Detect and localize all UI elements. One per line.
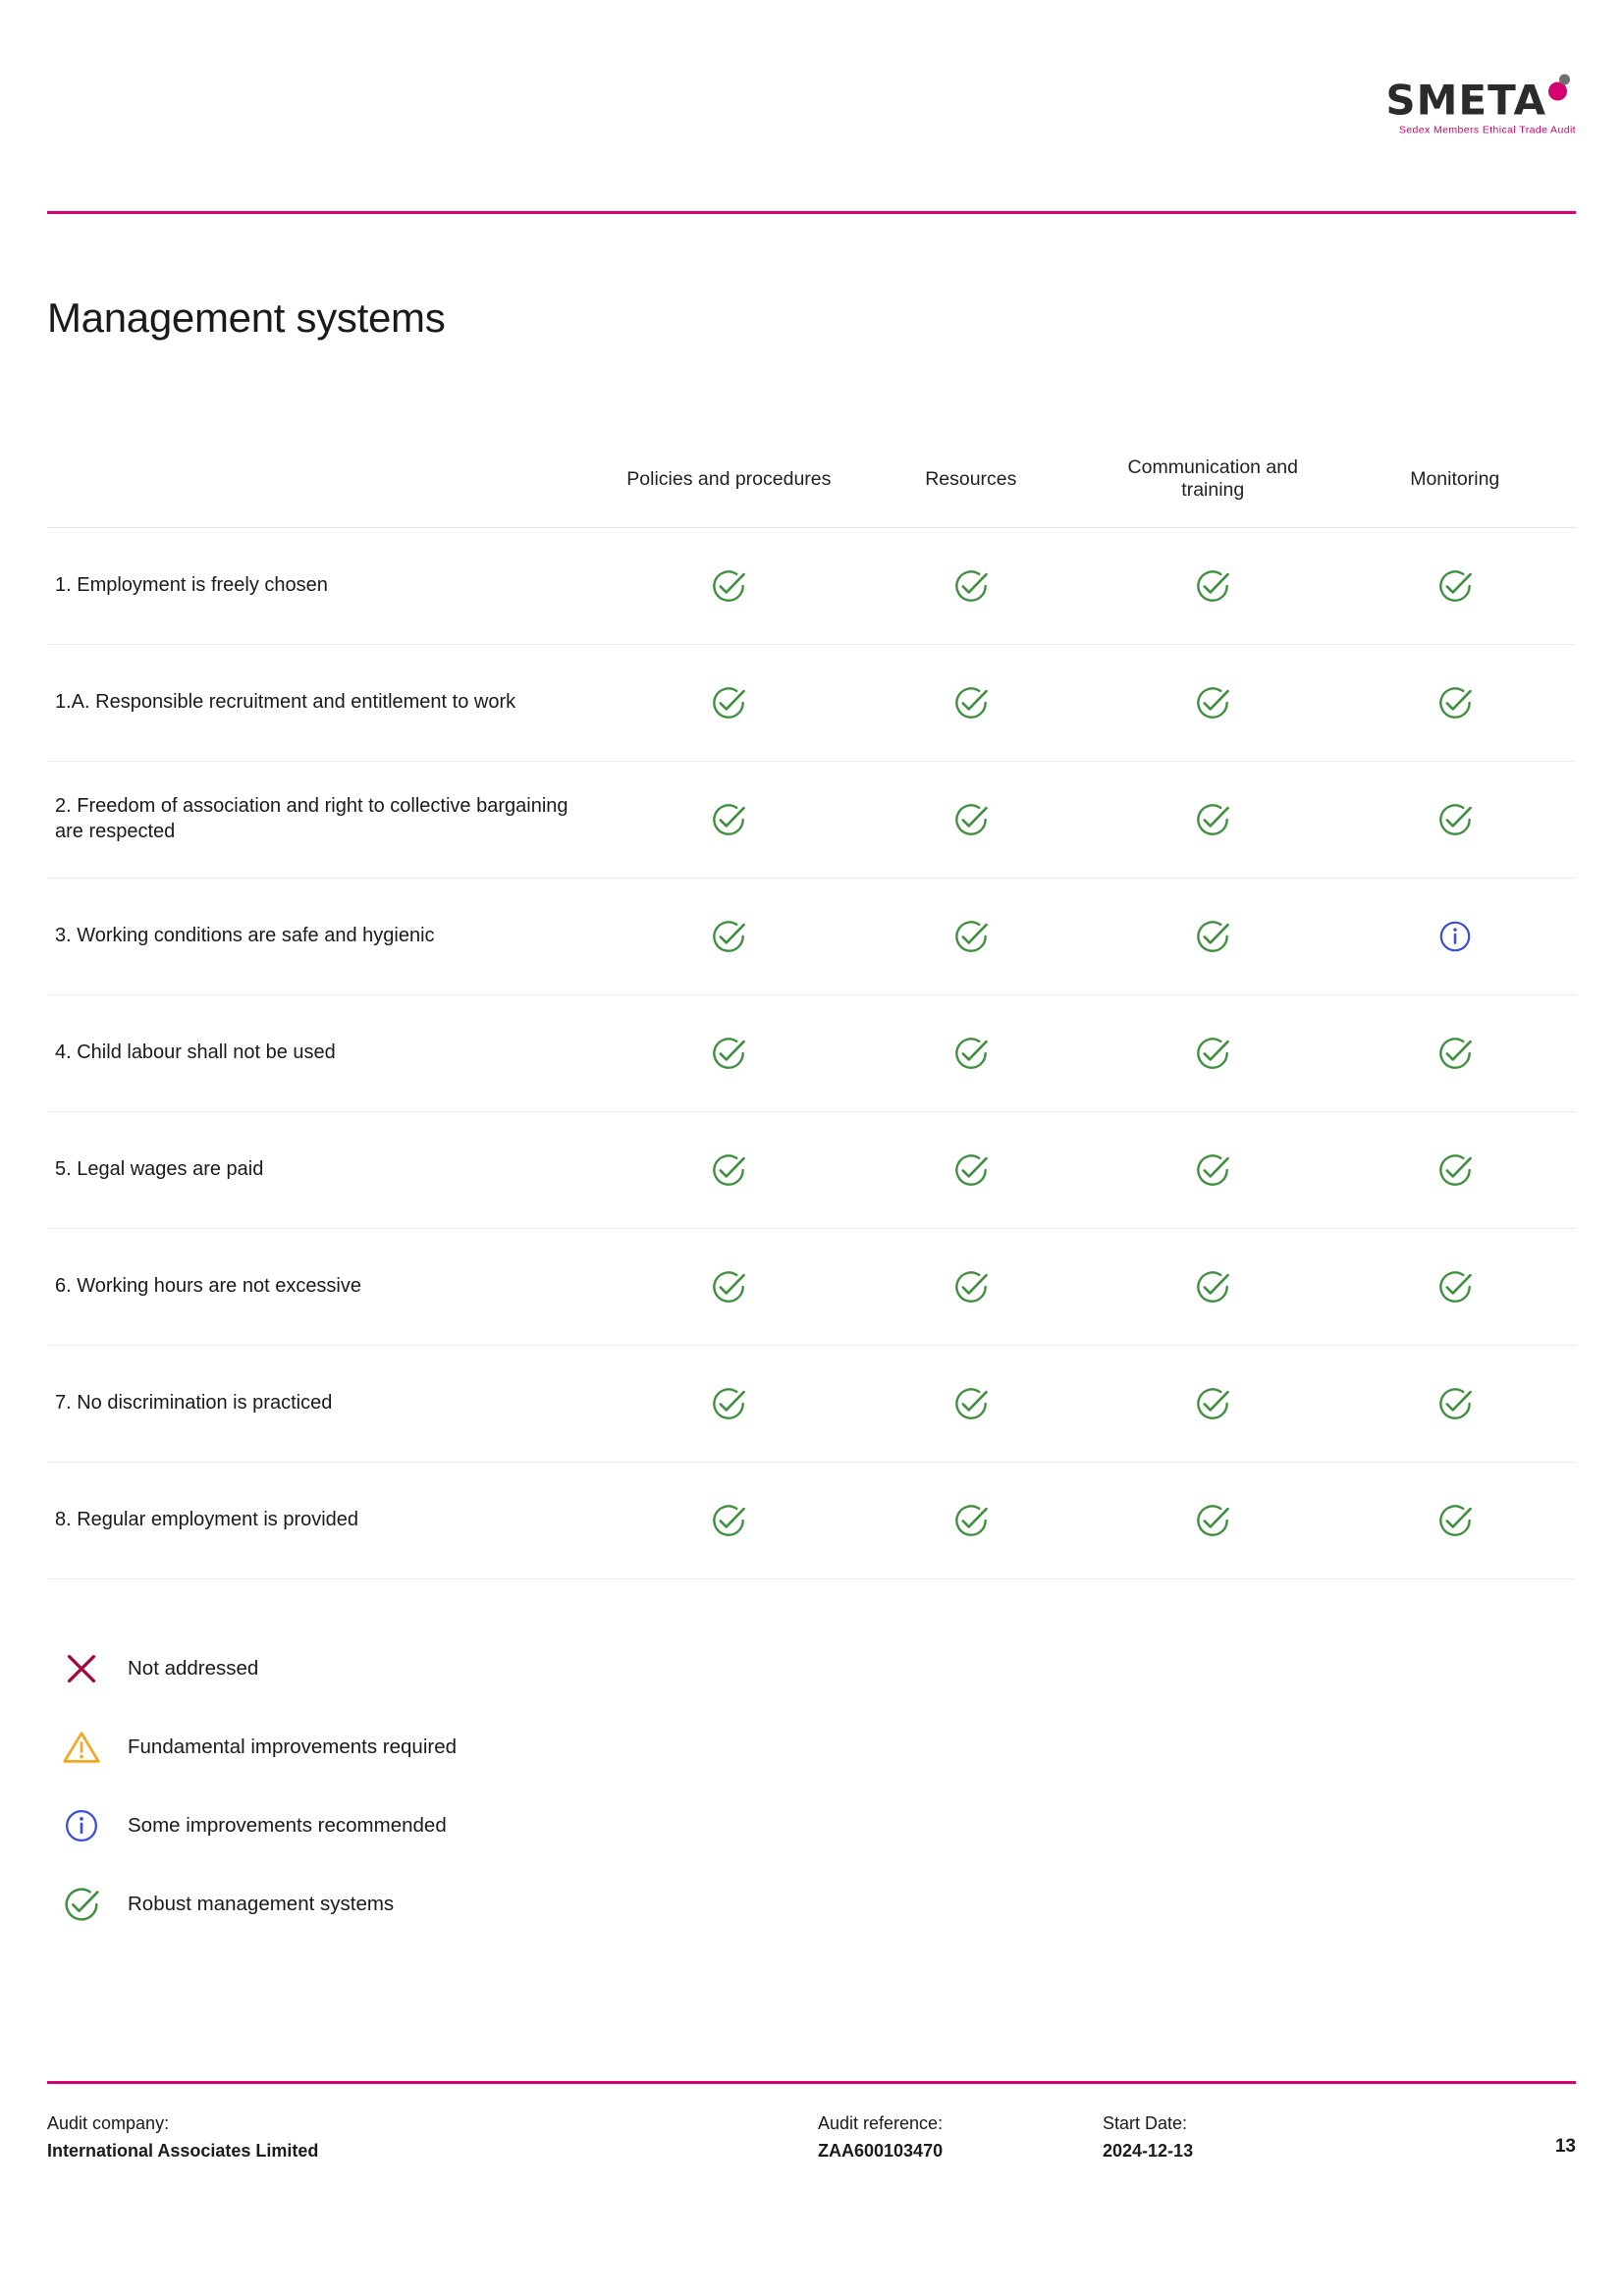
footer-audit-reference-value: ZAA600103470 <box>818 2140 944 2161</box>
robust-check-icon <box>1434 1382 1477 1425</box>
robust-check-icon <box>1434 1265 1477 1308</box>
rating-cell <box>1092 528 1333 645</box>
footer-audit-company-value: International Associates Limited <box>47 2140 319 2161</box>
rating-cell <box>850 645 1092 762</box>
row-label: 1.A. Responsible recruitment and entitlement to work <box>47 645 608 762</box>
row-label: 8. Regular employment is provided <box>47 1463 608 1579</box>
rating-cell <box>608 1112 849 1229</box>
legend-item <box>59 1629 457 1708</box>
rating-cell <box>608 1229 849 1346</box>
robust-check-icon <box>1434 564 1477 608</box>
footer-audit-reference <box>818 2110 943 2165</box>
robust-check-icon <box>707 681 750 724</box>
legend <box>59 1629 457 1944</box>
table-row <box>47 528 1576 645</box>
rating-cell <box>1092 1463 1333 1579</box>
robust-check-icon <box>949 915 993 958</box>
info-circle-icon <box>1434 915 1477 958</box>
rating-cell <box>850 762 1092 879</box>
footer-start-date-value: 2024-12-13 <box>1103 2140 1194 2161</box>
rating-cell <box>1334 1463 1577 1579</box>
column-header-communication: Communication and training <box>1092 447 1333 528</box>
legend-label: Fundamental improvements required <box>128 1735 457 1758</box>
robust-check-icon <box>707 1499 750 1542</box>
rating-cell <box>1092 995 1333 1112</box>
rating-cell <box>850 1112 1092 1229</box>
rating-cell <box>1334 1229 1577 1346</box>
rating-cell <box>1092 1346 1333 1463</box>
rating-cell <box>1092 762 1333 879</box>
rating-cell <box>608 1463 849 1579</box>
smeta-logo <box>1385 76 1576 136</box>
legend-robust-check-icon <box>59 1882 112 1927</box>
legend-item <box>59 1865 457 1944</box>
robust-check-icon <box>949 1499 993 1542</box>
rating-cell <box>850 1463 1092 1579</box>
robust-check-icon <box>1191 1499 1234 1542</box>
column-header-resources: Resources <box>850 447 1092 528</box>
robust-check-icon <box>1191 1382 1234 1425</box>
rating-cell <box>1092 879 1333 995</box>
robust-check-icon <box>1434 1148 1477 1192</box>
robust-check-icon <box>707 1382 750 1425</box>
rating-cell <box>850 1229 1092 1346</box>
footer-audit-reference-label: Audit reference: <box>818 2113 944 2133</box>
table-row <box>47 1112 1576 1229</box>
rating-cell <box>850 995 1092 1112</box>
rating-cell <box>1092 645 1333 762</box>
robust-check-icon <box>949 1382 993 1425</box>
table-row <box>47 645 1576 762</box>
robust-check-icon <box>1191 1032 1234 1075</box>
table-row <box>47 1229 1576 1346</box>
footer-audit-company <box>47 2110 318 2165</box>
robust-check-icon <box>949 681 993 724</box>
robust-check-icon <box>1434 681 1477 724</box>
rating-cell <box>1334 762 1577 879</box>
robust-check-icon <box>1191 564 1234 608</box>
rating-cell <box>1092 1112 1333 1229</box>
robust-check-icon <box>1191 798 1234 841</box>
row-label: 7. No discrimination is practiced <box>47 1346 608 1463</box>
rating-cell <box>850 528 1092 645</box>
table-row <box>47 1463 1576 1579</box>
rating-cell <box>1334 1112 1577 1229</box>
rating-cell <box>850 1346 1092 1463</box>
robust-check-icon <box>1434 798 1477 841</box>
row-label: 3. Working conditions are safe and hygienic <box>47 879 608 995</box>
footer-start-date-label: Start Date: <box>1103 2113 1188 2133</box>
footer-divider <box>47 2081 1576 2084</box>
robust-check-icon <box>1191 1148 1234 1192</box>
rating-cell <box>608 528 849 645</box>
robust-check-icon <box>949 564 993 608</box>
robust-check-icon <box>707 1032 750 1075</box>
logo-dot-grey-icon <box>1559 75 1570 85</box>
table-row <box>47 995 1576 1112</box>
legend-cross-icon <box>59 1646 112 1691</box>
robust-check-icon <box>1191 915 1234 958</box>
page-title: Management systems <box>47 294 446 341</box>
robust-check-icon <box>707 798 750 841</box>
rating-cell <box>1334 995 1577 1112</box>
table-row <box>47 879 1576 995</box>
table-row <box>47 1346 1576 1463</box>
robust-check-icon <box>707 1265 750 1308</box>
robust-check-icon <box>949 1265 993 1308</box>
rating-cell <box>608 1346 849 1463</box>
logo-wordmark: SMETA <box>1385 76 1546 125</box>
rating-cell <box>850 879 1092 995</box>
page-footer <box>47 2110 1576 2199</box>
rating-cell <box>608 645 849 762</box>
header-divider <box>47 211 1576 214</box>
row-label: 2. Freedom of association and right to collective bargaining are respected <box>47 762 608 879</box>
management-systems-table <box>47 447 1576 1579</box>
column-header-rowlabel <box>47 447 608 528</box>
robust-check-icon <box>1191 1265 1234 1308</box>
rating-cell <box>1334 645 1577 762</box>
robust-check-icon <box>707 915 750 958</box>
footer-start-date <box>1103 2110 1193 2165</box>
page-header <box>47 0 1576 196</box>
table-row <box>47 762 1576 879</box>
row-label: 1. Employment is freely chosen <box>47 528 608 645</box>
legend-label: Not addressed <box>128 1657 259 1680</box>
table-body <box>47 528 1576 1579</box>
rating-cell <box>1334 1346 1577 1463</box>
rating-cell <box>1334 528 1577 645</box>
column-header-policies: Policies and procedures <box>608 447 849 528</box>
legend-info-circle-icon <box>59 1803 112 1848</box>
rating-cell <box>608 762 849 879</box>
robust-check-icon <box>1191 681 1234 724</box>
robust-check-icon <box>1434 1032 1477 1075</box>
robust-check-icon <box>949 798 993 841</box>
column-header-monitoring: Monitoring <box>1334 447 1577 528</box>
legend-item <box>59 1787 457 1865</box>
rating-cell <box>1334 879 1577 995</box>
legend-item <box>59 1708 457 1787</box>
rating-cell <box>1092 1229 1333 1346</box>
robust-check-icon <box>707 564 750 608</box>
row-label: 4. Child labour shall not be used <box>47 995 608 1112</box>
footer-audit-company-label: Audit company: <box>47 2113 170 2133</box>
legend-label: Robust management systems <box>128 1893 395 1915</box>
rating-cell <box>608 995 849 1112</box>
legend-label: Some improvements recommended <box>128 1814 447 1837</box>
page-number: 13 <box>1554 2136 1576 2157</box>
robust-check-icon <box>949 1032 993 1075</box>
robust-check-icon <box>707 1148 750 1192</box>
rating-cell <box>608 879 849 995</box>
robust-check-icon <box>949 1148 993 1192</box>
logo-tagline: Sedex Members Ethical Trade Audit <box>1398 124 1576 136</box>
robust-check-icon <box>1434 1499 1477 1542</box>
row-label: 6. Working hours are not excessive <box>47 1229 608 1346</box>
legend-warning-triangle-icon <box>59 1725 112 1770</box>
table-header-row <box>47 447 1576 528</box>
row-label: 5. Legal wages are paid <box>47 1112 608 1229</box>
